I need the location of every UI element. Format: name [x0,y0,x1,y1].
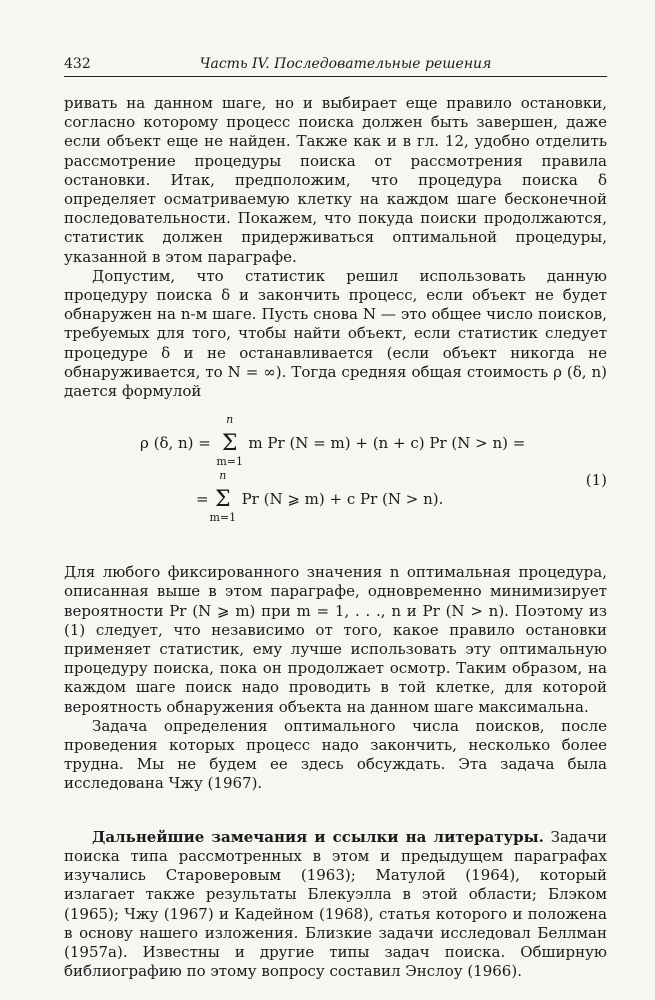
formula-line-1 [140,413,526,469]
page-header [64,56,607,77]
formula-lhs: ρ (δ, n) = [140,434,211,453]
section-lead: Дальнейшие замечания и ссылки на литературы. [92,827,544,846]
book-page [64,56,607,981]
summation-1 [216,413,244,469]
paragraph-4: Задача определения оптимального числа поисков, после проведения которых процесс надо закончить, несколько более трудна. Мы не будем ее здесь обсуждать. Эта задача была исследована Чжу (1967). [64,716,607,793]
summation-2 [209,469,237,525]
paragraph-5 [64,828,607,982]
page-number: 432 [64,56,91,72]
paragraph-5-text: Задачи поиска типа рассмотренных в этом и предыдущем параграфах изучались Староверовым (1963); Матулой (1964), который излагает также результаты Блекуэлла в этой области; Блэком (1965); Чжу (1967) и Кадейном (1968), статья которого и положена в основу нашего изложения. Близкие задачи исследовал Беллман (1957a). Известны и другие типы задач поиска. Обширную библиографию по этому вопросу составил Энслоу (1966). [64,827,607,981]
sum-symbol: Σ [221,431,238,457]
equation-number: (1) [585,471,607,490]
formula-rhs-1: m Pr (N = m) + (n + c) Pr (N > n) = [248,434,526,453]
formula-rhs-2: Pr (N ⩾ m) + c Pr (N > n). [241,490,444,509]
formula-line-2: = n Σ m=1 Pr (N ⩾ m) + c Pr (N > n). [196,469,444,525]
paragraph-3: Для любого фиксированного значения n оптимальная процедура, описанная выше в этом параграфе, одновременно минимизирует вероятности Pr (N ⩾ m) при m = 1, . . ., n и Pr (N > n). Поэтому из (1) следует, что независимо от того, какое правило остановки применяет статистик, ему лучше использовать эту оптимальную процедуру поиска, пока он продолжает осмотр. Таким образом, на каждом шаге поиск надо проводить в той клетке, для которой вероятность обнаружения объекта на данном шаге максимальна. [64,563,607,716]
sum-lower-limit: m=1 [216,455,243,469]
sum-upper-limit: n [219,469,227,483]
formula-1 [64,413,607,535]
running-title: Часть IV. Последовательные решения [199,56,492,72]
paragraph-1: ривать на данном шаге, но и выбирает еще правило остановки, согласно которому процесс поиска должен быть завершен, даже если объект еще не найден. Также как и в гл. 12, удобно отделить рассмотрение процедуры поиска от рассмотрения правила остановки. Итак, предположим, что процедура поиска δ определяет осматриваемую клетку на каждом шаге бесконечной последовательности. Покажем, что покуда поиски продолжаются, статистик должен придерживаться оптимальной процедуры, указанной в этом параграфе. [64,94,607,266]
sum-lower-limit: m=1 [209,511,237,525]
sum-symbol: Σ [215,487,231,513]
paragraph-2: Допустим, что статистик решил использовать данную процедуру поиска δ и закончить процесс, если объект не будет обнаружен на n-м шаге. Пусть снова N — это общее число поисков, требуемых для того, чтобы найти объект, если статистик следует процедуре δ и не останавливается (если объект никогда не обнаруживается, то N = ∞). Тогда средняя общая стоимость ρ (δ, n) дается формулой [64,266,607,401]
sum-upper-limit: n [226,413,234,427]
